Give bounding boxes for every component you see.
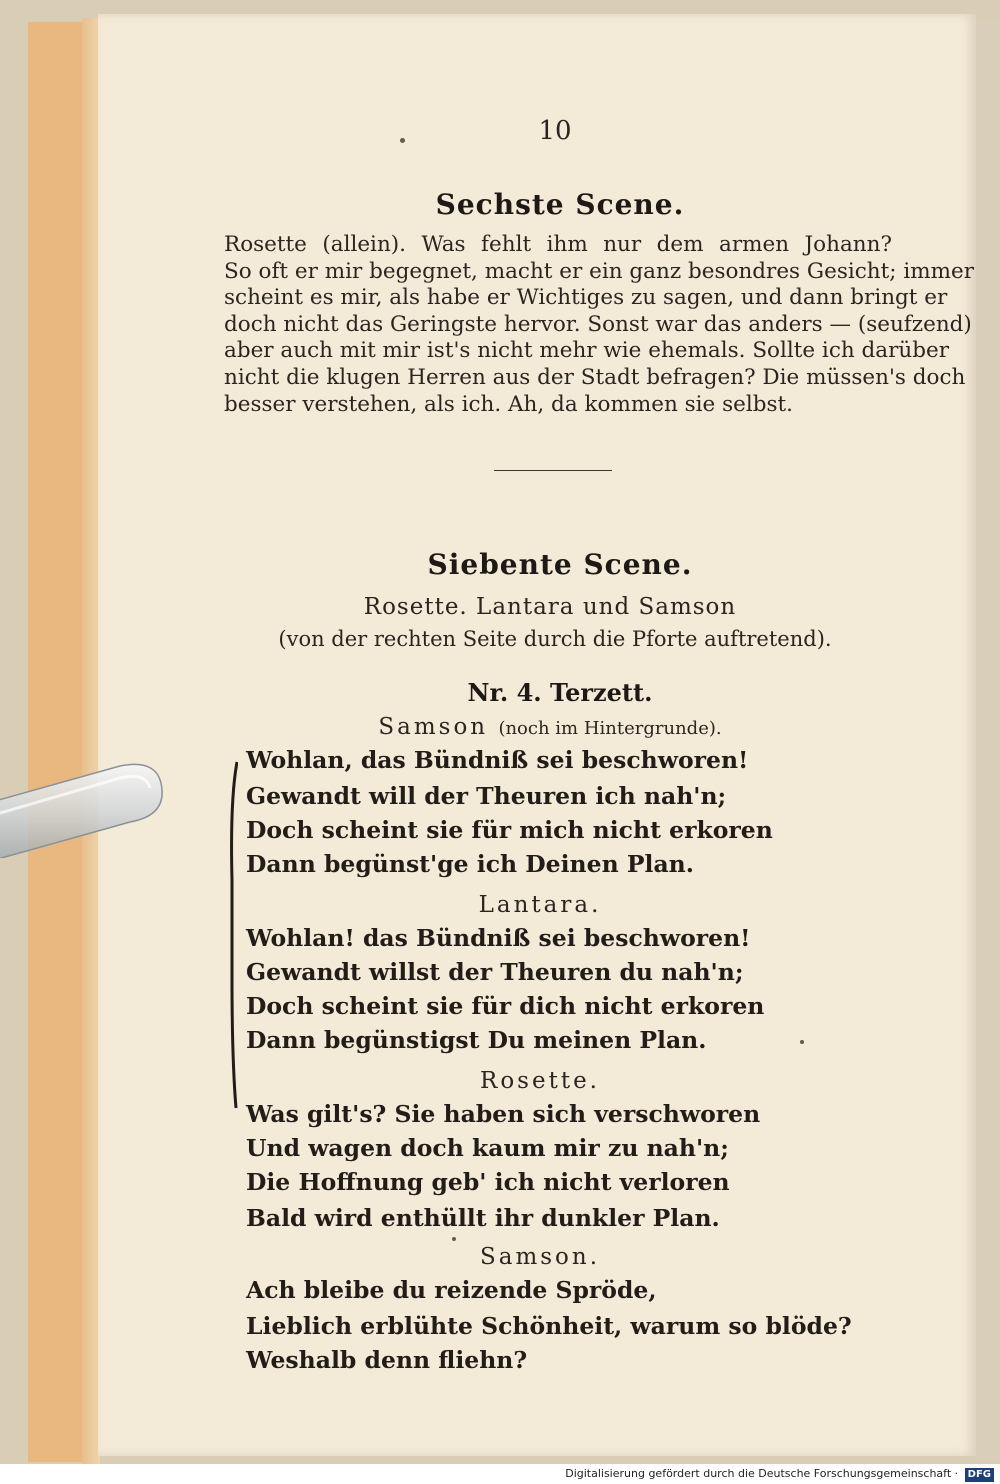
verse-line: Und wagen doch kaum mir zu nah'n;: [246, 1134, 729, 1162]
verse-line: Doch scheint sie für dich nicht erkoren: [246, 992, 765, 1020]
prose-line: Rosette (allein). Was fehlt ihm nur dem armen Johann?: [224, 232, 892, 257]
number-heading: Nr. 4. Terzett.: [467, 678, 653, 707]
verse-line: Lieblich erblühte Schönheit, warum so blöde?: [246, 1312, 852, 1340]
prose-line: nicht die klugen Herren aus der Stadt befragen? Die müssen's doch: [224, 364, 966, 390]
glass-page-weight-icon: [0, 738, 170, 858]
verse-line: Dann begünstigst Du meinen Plan.: [246, 1026, 707, 1054]
prose-line: doch nicht das Geringste hervor. Sonst war das anders — (seufzend): [224, 311, 972, 337]
scene-title-sechste: Sechste Scene.: [435, 188, 685, 221]
verse-line: Gewandt will der Theuren ich nah'n;: [246, 782, 727, 810]
page-number: 10: [538, 116, 572, 146]
verse-line: Wohlan, das Bündniß sei beschworen!: [246, 746, 749, 774]
verse-line: Dann begünst'ge ich Deinen Plan.: [246, 850, 694, 878]
stage-direction: (von der rechten Seite durch die Pforte auftretend).: [278, 627, 832, 651]
ink-speck: [452, 1237, 456, 1241]
speaker-name: Samson: [378, 714, 489, 740]
prose-line: So oft er mir begegnet, macht er ein ganz besondres Gesicht; immer: [224, 258, 974, 284]
cast-line: Rosette. Lantara und Samson: [363, 594, 737, 620]
ink-speck: [800, 1040, 804, 1044]
speaker-rosette: Rosette.: [480, 1068, 600, 1094]
verse-line: Wohlan! das Bündniß sei beschworen!: [246, 924, 751, 952]
dfg-logo: DFG: [965, 1468, 994, 1482]
verse-line: Doch scheint sie für mich nicht erkoren: [246, 816, 773, 844]
next-page-strip: [976, 20, 1000, 1460]
speaker-samson-2: Samson.: [479, 1244, 601, 1270]
verse-line: Weshalb denn fliehn?: [246, 1346, 528, 1374]
speaker-lantara: Lantara.: [478, 892, 602, 918]
verse-line: Ach bleibe du reizende Spröde,: [246, 1276, 657, 1304]
ink-speck: [400, 138, 405, 143]
section-divider: [494, 470, 612, 471]
verse-line: Die Hoffnung geb' ich nicht verloren: [246, 1168, 730, 1196]
verse-line: Was gilt's? Sie haben sich verschworen: [246, 1100, 761, 1128]
verse-line: Bald wird enthüllt ihr dunkler Plan.: [246, 1204, 720, 1232]
verse-brace: [228, 760, 238, 1110]
prose-line: scheint es mir, als habe er Wichtiges zu sagen, und dann bringt er: [224, 285, 948, 311]
digitization-footer: Digitalisierung gefördert durch die Deutsche Forschungsgemeinschaft · DFG: [0, 1464, 1000, 1484]
verse-line: Gewandt willst der Theuren du nah'n;: [246, 958, 744, 986]
prose-line: aber auch mit mir ist's nicht mehr wie ehemals. Sollte ich darüber: [224, 338, 950, 364]
scene-title-siebente: Siebente Scene.: [427, 548, 693, 581]
speaker-samson: [360, 714, 740, 740]
speaker-note: (noch im Hintergrunde).: [498, 718, 722, 739]
footer-credit: Digitalisierung gefördert durch die Deutsche Forschungsgemeinschaft: [565, 1467, 952, 1480]
scene6-prose: [224, 232, 974, 418]
prose-line: besser verstehen, als ich. Ah, da kommen sie selbst.: [224, 391, 793, 417]
